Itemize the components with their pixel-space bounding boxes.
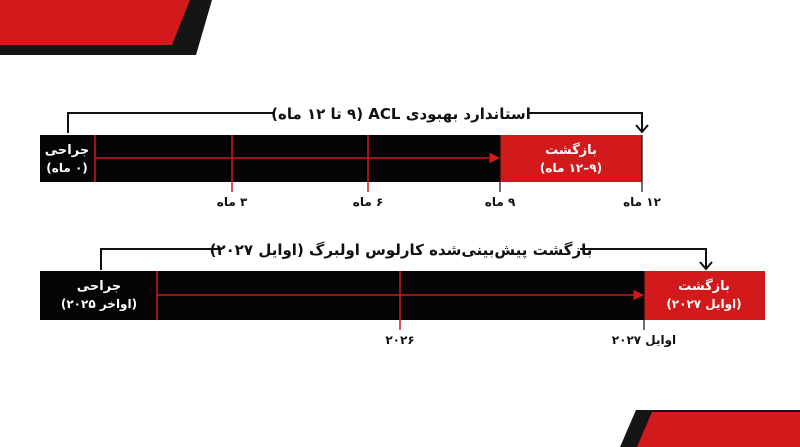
start-label: جراحی bbox=[76, 279, 122, 294]
end-label: بازگشت bbox=[678, 279, 730, 294]
timeline-title: بازگشت پیش‌بینی‌شده کارلوس اولبرگ (اوایل ۲۰۲۷) bbox=[209, 241, 593, 259]
timeline-carlos-olberg bbox=[40, 241, 765, 348]
start-sublabel: (اواخر ۲۰۲۵) bbox=[60, 297, 138, 311]
end-sublabel: (اوایل ۲۰۲۷) bbox=[666, 297, 742, 311]
tick-label: ۳ ماه bbox=[216, 195, 248, 209]
timeline-standard-acl bbox=[40, 105, 662, 209]
end-label: بازگشت bbox=[545, 143, 597, 158]
end-sublabel: (۹–۱۲ ماه) bbox=[539, 161, 603, 175]
tick-label: ۲۰۲۶ bbox=[385, 333, 415, 347]
timeline-title: استاندارد بهبودی ACL (۹ تا ۱۲ ماه) bbox=[271, 105, 531, 123]
tick-label: ۶ ماه bbox=[352, 195, 384, 209]
top-left-decoration bbox=[0, 0, 212, 55]
tick-label: ۹ ماه bbox=[484, 195, 516, 209]
start-label: جراحی bbox=[44, 143, 90, 158]
tick-label: ۱۲ ماه bbox=[623, 195, 661, 209]
start-sublabel: (۰ ماه) bbox=[46, 161, 88, 175]
bottom-right-decoration bbox=[620, 410, 800, 447]
tick-label: اوایل ۲۰۲۷ bbox=[611, 333, 677, 347]
